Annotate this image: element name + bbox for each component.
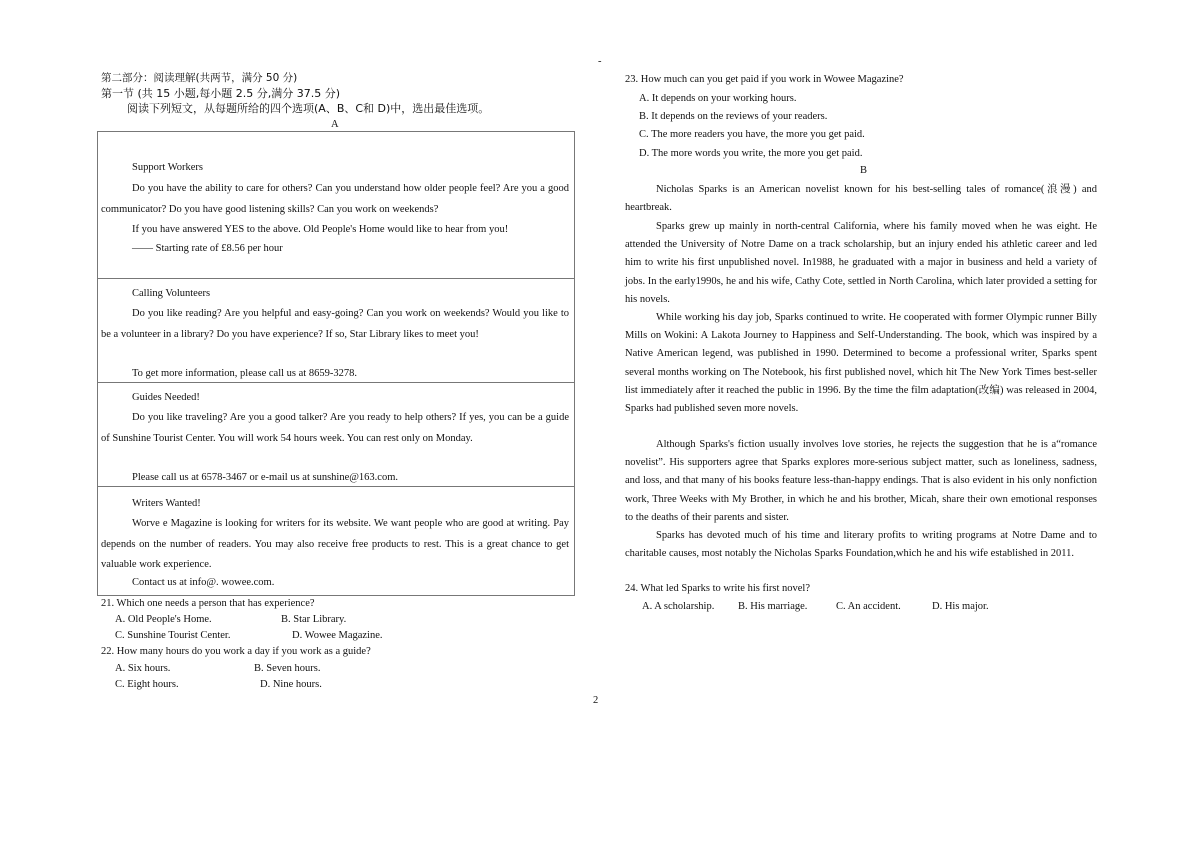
question-23-option-c: C. The more readers you have, the more you get paid. xyxy=(639,129,865,140)
ad-title: Calling Volunteers xyxy=(132,288,211,299)
ad-title: Writers Wanted! xyxy=(132,498,201,509)
passage-b-label: B xyxy=(860,165,868,176)
ad-body-2: If you have answered YES to the above. Old People's Home would like to hear from you! xyxy=(132,224,509,235)
top-mark: - xyxy=(598,56,602,67)
question-24-stem: 24. What led Sparks to write his first novel? xyxy=(625,583,810,594)
page-number: 2 xyxy=(593,695,599,706)
question-22-option-b: B. Seven hours. xyxy=(254,663,321,674)
question-23-stem: 23. How much can you get paid if you work in Wowee Magazine? xyxy=(625,74,904,85)
question-21-option-d: D. Wowee Magazine. xyxy=(292,630,383,641)
ad-contact: Please call us at 6578-3467 or e-mail us at sunshine@163.com. xyxy=(132,472,398,483)
part-title: 第二部分：阅读理解(共两节，满分 50 分) xyxy=(101,72,298,84)
question-22-stem: 22. How many hours do you work a day if you work as a guide? xyxy=(101,646,371,657)
instruction: 阅读下列短文，从每题所给的四个选项(A、B、C和 D)中，选出最佳选项。 xyxy=(127,102,490,115)
question-22-option-d: D. Nine hours. xyxy=(260,679,322,690)
question-24-option-b: B. His marriage. xyxy=(738,601,808,612)
question-24-option-a: A. A scholarship. xyxy=(642,601,715,612)
question-21-option-c: C. Sunshine Tourist Center. xyxy=(115,630,231,641)
ad-box-guides-needed xyxy=(97,382,575,487)
question-24-option-c: C. An accident. xyxy=(836,601,901,612)
ad-title: Support Workers xyxy=(132,162,203,173)
section-title: 第一节 (共 15 小题,每小题 2.5 分,满分 37.5 分) xyxy=(101,87,341,100)
ad-box-writers-wanted xyxy=(97,486,575,596)
ad-contact: To get more information, please call us at 8659-3278. xyxy=(132,368,357,379)
ad-body: Do you like traveling? Are you a good talker? Are you ready to help others? If yes, you can be a guide of Sunshine Tourist Center. You will work 54 hours week. You can rest only on Monday. xyxy=(101,412,569,444)
passage-b-paragraph-1: Nicholas Sparks is an American novelist known for his best-selling tales of romance(浪漫) and heartbreak. xyxy=(625,184,1097,214)
passage-b-paragraph-3: While working his day job, Sparks continued to write. He cooperated with former Olympic runner Billy Mills on Wokini: A Lakota Journey to Happiness and Self-Understanding. The book, which was inspired by a Native American legend, was published in 1990. Determined to become a professional writer, Sparks spent several months working on The Notebook, his first published novel, which hit The New York Times best-seller list immediately after it reached the public in 1996. By the time the film adaptation(改编) was released in 2004, Sparks had published seven more novels. xyxy=(625,312,1097,415)
question-23-option-a: A. It depends on your working hours. xyxy=(639,93,797,104)
question-21-option-b: B. Star Library. xyxy=(281,614,347,625)
ad-body: Do you like reading? Are you helpful and easy-going? Can you work on weekends? Would you like to be a volunteer in a library? Do you have experience? If so, Star Library likes to meet you! xyxy=(101,308,569,340)
question-22-option-c: C. Eight hours. xyxy=(115,679,179,690)
passage-b-paragraph-2: Sparks grew up mainly in north-central California, where his family moved when he was eight. He attended the University of Notre Dame on a track scholarship, but an injury ended his athletic career and led him to write his first unpublished novel. In1988, he graduated with a major in business and held a variety of jobs. In the early1990s, he and his wife, Cathy Cote, settled in North Carolina, which later provided a setting for his novels. xyxy=(625,221,1097,305)
ad-title: Guides Needed! xyxy=(132,392,200,403)
question-23-option-d: D. The more words you write, the more you get paid. xyxy=(639,148,863,159)
ad-box-support-workers xyxy=(97,131,575,279)
passage-a-label: A xyxy=(331,119,339,130)
question-23-option-b: B. It depends on the reviews of your readers. xyxy=(639,111,828,122)
question-21-option-a: A. Old People's Home. xyxy=(115,614,212,625)
ad-box-calling-volunteers xyxy=(97,278,575,383)
ad-contact: —— Starting rate of £8.56 per hour xyxy=(132,243,283,254)
ad-body: Worve e Magazine is looking for writers for its website. We want people who are good at writing. Pay depends on the number of readers. You may also receive free products to rest. This is a great chance to get valuable work experience. xyxy=(101,518,569,570)
ad-contact: Contact us at info@. wowee.com. xyxy=(132,577,275,588)
question-21-stem: 21. Which one needs a person that has experience? xyxy=(101,598,315,609)
question-22-option-a: A. Six hours. xyxy=(115,663,171,674)
question-24-option-d: D. His major. xyxy=(932,601,989,612)
passage-b-paragraph-4: Although Sparks's fiction usually involves love stories, he rejects the suggestion that he is a“romance novelist”. His supporters agree that Sparks explores more-serious subject matter, such as loneliness, sadness, and loss, and that many of his books feature less-than-happy endings. That is also evident in his only nonfiction work, Three Weeks with My Brother, in which he and his brother, Micah, share their own emotional responses to the deaths of their parents and sister. xyxy=(625,439,1097,523)
ad-body: Do you have the ability to care for others? Can you understand how older people feel? Are you a good communicator? Do you have good listening skills? Can you work on weekends? xyxy=(101,183,569,215)
passage-b-paragraph-5: Sparks has devoted much of his time and literary profits to writing programs at Notre Dame and to charitable causes, most notably the Nicholas Sparks Foundation,which he and his wife established in 2011. xyxy=(625,530,1097,560)
